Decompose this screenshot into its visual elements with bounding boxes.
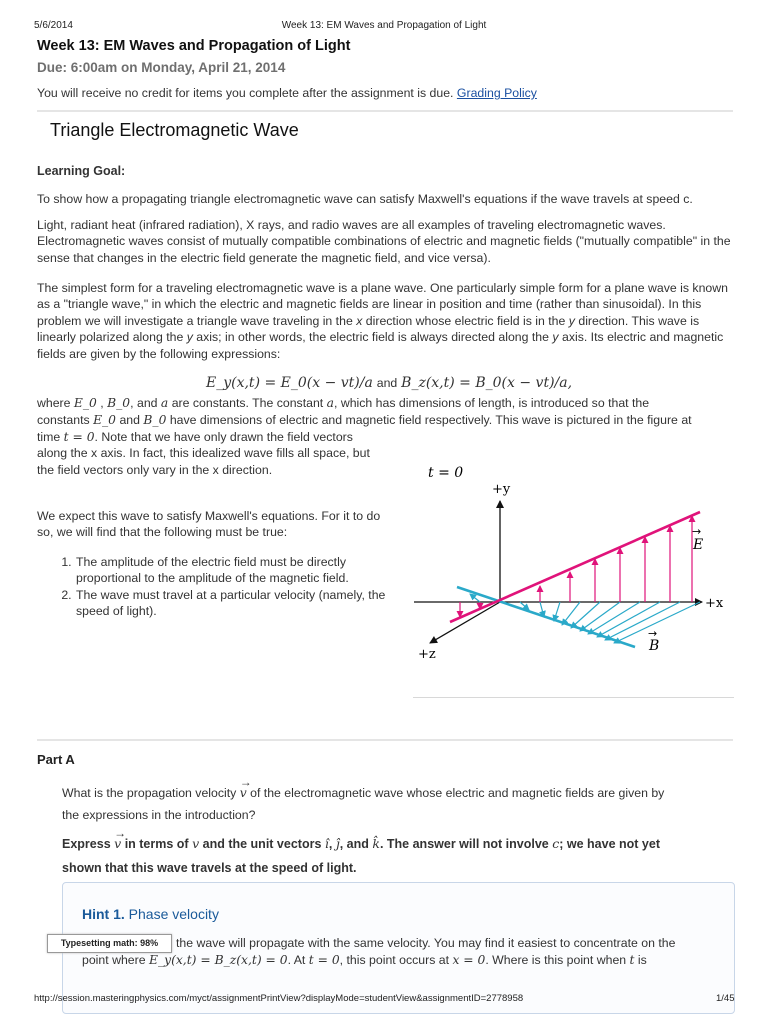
express-v2: v: [192, 836, 200, 851]
header-divider: [37, 110, 733, 112]
where-b0: B_0: [107, 396, 131, 410]
p2-text-c: direction. This wave is linearly polarized along the: [37, 313, 700, 345]
hint-text-2e: is: [637, 953, 647, 967]
intro-paragraph: Light, radiant heat (infrared radiation), X rays, and radio waves are all examples of traveling electromagnetic waves. Electromagnetic waves consist of mutually compatible combinations of electric and magnetic fields ("mutually compatible" in the sense that changes in the electric field generate the magnetic field, and vice versa).: [37, 218, 731, 265]
time-text-1: time: [37, 430, 61, 444]
constants-b0: B_0: [143, 413, 167, 427]
print-date: 5/6/2014: [34, 20, 73, 31]
p2-text-b: direction whose electric field is in the: [362, 313, 569, 328]
p2-y: y: [568, 313, 575, 328]
assignment-title: Week 13: EM Waves and Propagation of Light: [37, 38, 351, 54]
hint-heading[interactable]: [82, 906, 219, 922]
express-c: c: [552, 836, 560, 851]
requirement-item: 2. The wave must travel at a particular velocity (namely, the speed of light).: [75, 587, 389, 620]
p2-x: x: [356, 313, 363, 328]
learning-goal-heading: Learning Goal:: [37, 164, 126, 178]
requirements-list: [37, 554, 389, 620]
time-text-3: along the x axis. In fact, this idealized wave fills all space, but: [37, 446, 370, 461]
electric-field-equation: E_y(x,t) = E_0(x − vt)/a: [206, 375, 373, 391]
hint-name: Phase velocity: [128, 906, 219, 922]
grading-policy-link[interactable]: Grading Policy: [456, 86, 537, 100]
time-label: t = 0: [428, 465, 464, 481]
constants-and: and: [119, 413, 140, 427]
late-policy: [37, 86, 537, 100]
e-vector-arrow-icon: →: [692, 525, 702, 538]
express-text-6: shown that this wave travels at the speed of light.: [62, 861, 357, 875]
hint-t: t: [629, 953, 635, 967]
velocity-vector-2: [114, 826, 127, 856]
where-text-1: where: [37, 396, 71, 410]
p2-y3: y: [552, 330, 559, 345]
e-field-label: E: [693, 537, 704, 553]
express-text-3: and the unit vectors: [202, 837, 322, 851]
express-text-5: ; we have not yet: [559, 837, 660, 851]
hint-text-2b: . At: [287, 953, 306, 967]
constants-text-2: have dimensions of electric and magnetic field respectively. This wave is pictured in the figure at: [169, 413, 692, 427]
question-v: v: [239, 786, 247, 800]
express-and: , and: [339, 837, 369, 851]
footer-page-number: 1/45: [716, 993, 735, 1004]
express-v: v: [114, 836, 122, 851]
constants-e0: E_0: [93, 413, 117, 427]
where-text-2: , and: [130, 396, 158, 410]
express-text-4: . The answer will not involve: [379, 837, 549, 851]
time-eq: t = 0: [63, 430, 95, 444]
where-a: a: [160, 396, 169, 410]
where-a2: a: [326, 396, 334, 410]
question-text-2: of the electromagnetic wave whose electric and magnetic fields are given by: [250, 786, 665, 800]
where-e0: E_0: [73, 396, 97, 410]
where-text-4: , which has dimensions of length, is introduced so that the: [333, 396, 650, 410]
print-page-title: Week 13: EM Waves and Propagation of Light: [281, 20, 487, 31]
part-divider: [37, 739, 733, 741]
hint-eq: E_y(x,t) = B_z(x,t) = 0: [149, 953, 288, 967]
velocity-vector: [239, 775, 252, 804]
hint-text-2a: point where: [82, 953, 146, 967]
vector-arrow-icon: →: [114, 826, 127, 840]
hint-text-line-2: [82, 952, 742, 969]
p2-text-a: The simplest form for a traveling electromagnetic wave is a plane wave. One particularly simple form for a plane wave is known as a "triangle wave," in which the electric and magnetic fields are linear in position and time (rather than sinusoidal). In this problem we will investigate a triangle wave traveling in the: [37, 281, 728, 328]
magnetic-field-equation: B_z(x,t) = B_0(x − vt)/a,: [401, 375, 573, 391]
part-a-heading: Part A: [37, 752, 75, 767]
field-equations: [206, 374, 572, 391]
typesetting-status: Typesetting math: 98%: [47, 934, 172, 953]
question-text-3: the expressions in the introduction?: [62, 808, 256, 822]
triangle-wave-figure: [400, 455, 740, 670]
due-date: Due: 6:00am on Monday, April 21, 2014: [37, 60, 286, 75]
time-text-2: . Note that we have only drawn the field vectors: [94, 430, 353, 444]
express-text-2: in terms of: [124, 837, 189, 851]
hint-text-2c: , this point occurs at: [339, 953, 450, 967]
p2-text-e: axis. Its electric and magnetic fields are given by the following expressions:: [37, 330, 724, 361]
constants-line-1: where E_0 , B_0, and a are constants. The constant a, which has dimensions of length, is introduced so that the: [37, 396, 650, 410]
p2-y2: y: [186, 330, 193, 345]
p2-text-d: axis; in other words, the electric field is always directed along the: [192, 330, 553, 345]
unit-j: ĵ: [335, 836, 340, 851]
hint-t0: t = 0: [308, 953, 340, 967]
late-policy-text: You will receive no credit for items you complete after the assignment is due.: [37, 86, 454, 100]
requirement-item: 1. The amplitude of the electric field must be directly proportional to the amplitude of the magnetic field.: [75, 554, 389, 587]
constants-text-1: constants: [37, 413, 90, 427]
z-axis-label: +z: [418, 647, 436, 662]
time-paragraph: [37, 429, 387, 478]
hint-x0: x = 0: [452, 953, 486, 967]
constants-line-2: [37, 412, 737, 428]
unit-k: k̂: [372, 836, 380, 851]
expect-paragraph: We expect this wave to satisfy Maxwell's equations. For it to do so, we will find that the following must be true:: [37, 509, 381, 540]
unit-i: î: [324, 836, 329, 851]
footer-url: http://session.masteringphysics.com/myct/assignmentPrintView?displayMode=studentView&assignmentID=2778958: [34, 993, 524, 1004]
time-text-4: the field vectors only vary in the x direction.: [37, 462, 273, 477]
figure-divider: [413, 697, 734, 698]
vector-arrow-icon: →: [239, 775, 252, 789]
b-field-label: B: [649, 638, 660, 654]
hint-text-line-1: the wave will propagate with the same velocity. You may find it easiest to concentrate on the: [176, 936, 676, 950]
part-a-question: [62, 775, 734, 826]
question-text-1: What is the propagation velocity: [62, 786, 237, 800]
electric-envelope: [450, 512, 700, 622]
magnetic-vectors: [470, 594, 700, 643]
hint-number: Hint 1.: [82, 906, 125, 922]
b-vector-arrow-icon: →: [648, 627, 658, 640]
part-a-instructions: Express → v in terms of v and the unit vectors î, ĵ, and k̂. The answer will not involve c; we have not yet shown that this wave travels at the speed of light.: [62, 832, 734, 880]
express-text-1: Express: [62, 837, 111, 851]
plane-wave-paragraph: [37, 280, 737, 362]
z-axis: [430, 602, 500, 643]
y-axis-label: +y: [492, 482, 511, 497]
where-text-3: are constants. The constant: [171, 396, 324, 410]
learning-goal-text: To show how a propagating triangle electromagnetic wave can satisfy Maxwell's equations if the wave travels at speed c.: [37, 192, 693, 206]
hint-text-2d: . Where is this point when: [485, 953, 627, 967]
equation-and: and: [376, 376, 398, 390]
problem-title: Triangle Electromagnetic Wave: [50, 120, 299, 140]
x-axis-label: +x: [705, 596, 724, 611]
